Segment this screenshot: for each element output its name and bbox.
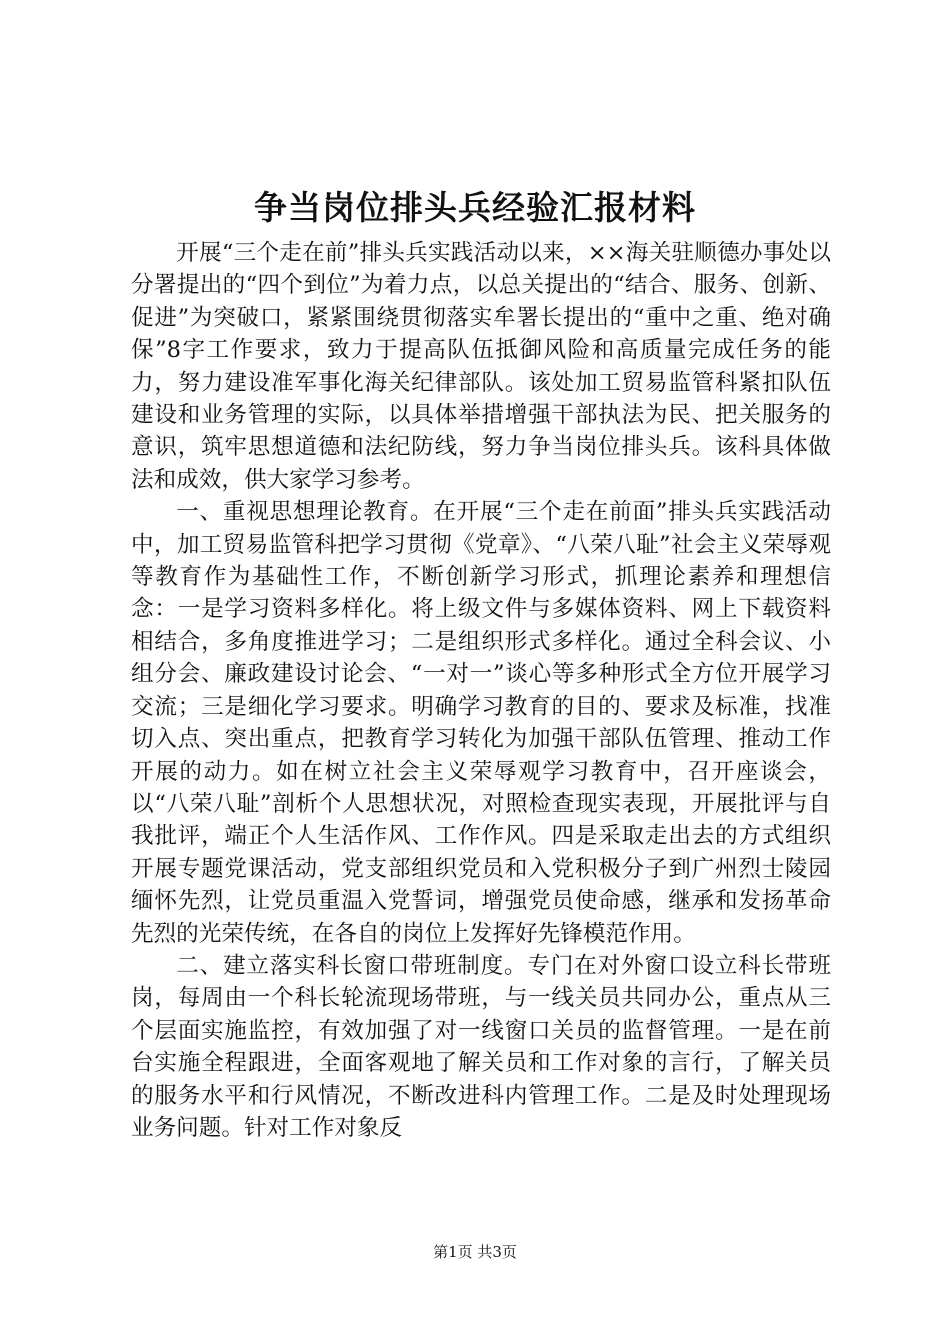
paragraph-section-1: 一、重视思想理论教育。在开展“三个走在前面”排头兵实践活动中，加工贸易监管科把学习贯彻《党章》、“八荣八耻”社会主义荣辱观等教育作为基础性工作，不断创新学习形式，抓理论素养和理想信念：一是学习资料多样化。将上级文件与多媒体资料、网上下载资料相结合，多角度推进学习；二是组织形式多样化。通过全科会议、小组分会、廉政建设讨论会、“一对一”谈心等多种形式全方位开展学习交流；三是细化学习要求。明确学习教育的目的、要求及标准，找准切入点、突出重点，把教育学习转化为加强干部队伍管理、推动工作开展的动力。如在树立社会主义荣辱观学习教育中，召开座谈会，以“八荣八耻”剖析个人思想状况，对照检查现实表现，开展批评与自我批评，端正个人生活作风、工作作风。四是采取走出去的方式组织开展专题党课活动，党支部组织党员和入党积极分子到广州烈士陵园缅怀先烈，让党员重温入党誓词，增强党员使命感，继承和发扬革命先烈的光荣传统，在各自的岗位上发挥好先锋模范作用。 — [131, 499, 831, 947]
document-body — [131, 237, 831, 1144]
document-title: 争当岗位排头兵经验汇报材料 — [254, 188, 696, 227]
paragraph-intro: 开展“三个走在前”排头兵实践活动以来，××海关驻顺德办事处以分署提出的“四个到位”为着力点，以总关提出的“结合、服务、创新、促进”为突破口，紧紧围绕贯彻落实牟署长提出的“重中之重、绝对确保”8字工作要求，致力于提高队伍抵御风险和高质量完成任务的能力，努力建设准军事化海关纪律部队。该处加工贸易监管科紧扣队伍建设和业务管理的实际，以具体举措增强干部执法为民、把关服务的意识，筑牢思想道德和法纪防线，努力争当岗位排头兵。该科具体做法和成效，供大家学习参考。 — [131, 240, 831, 493]
paragraph-section-2: 二、建立落实科长窗口带班制度。专门在对外窗口设立科长带班岗，每周由一个科长轮流现场带班，与一线关员共同办公，重点从三个层面实施监控，有效加强了对一线窗口关员的监督管理。一是在前台实施全程跟进，全面客观地了解关员和工作对象的言行，了解关员的服务水平和行风情况，不断改进科内管理工作。二是及时处理现场业务问题。针对工作对象反 — [131, 952, 831, 1141]
page-number-footer: 第1页 共3页 — [433, 1243, 517, 1261]
